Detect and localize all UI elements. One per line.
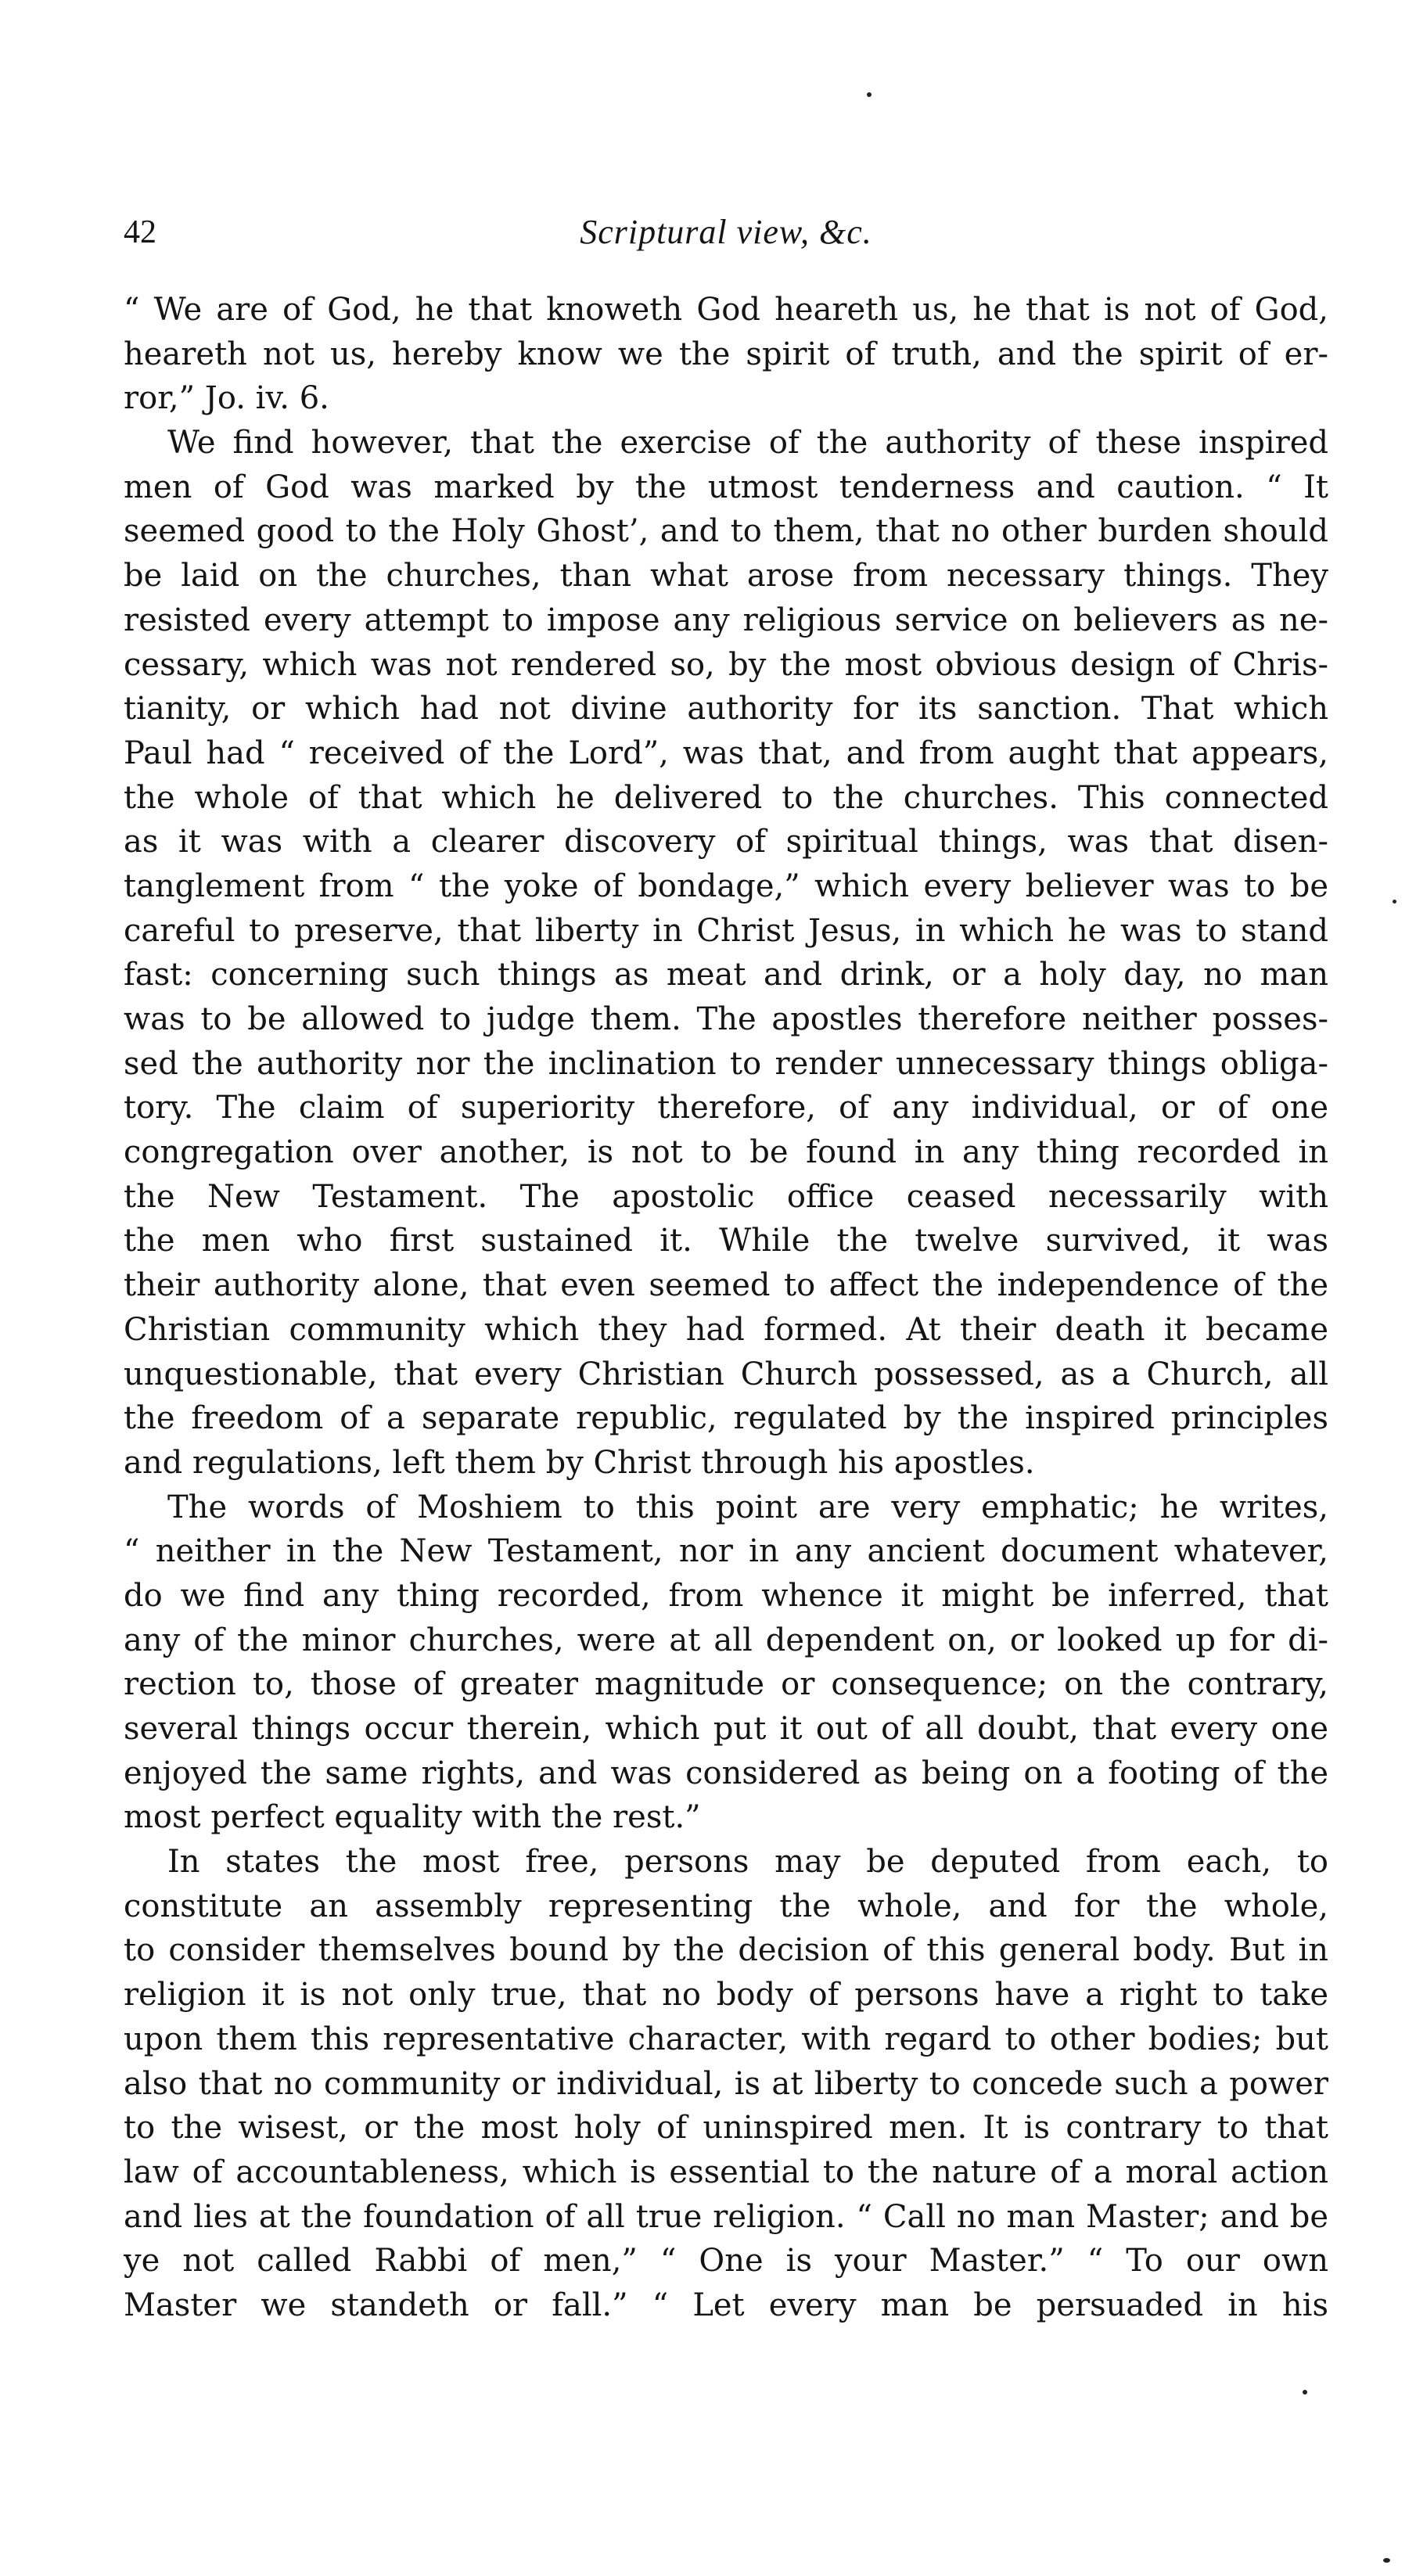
text-line: The words of Moshiem to this point are very emphatic; he writes,	[167, 1489, 1328, 1525]
body-text	[124, 288, 1328, 2328]
text-line: Christian community which they had formed. At their death it became	[124, 1311, 1328, 1348]
text-line: tory. The claim of superiority therefore, of any individual, or of one	[124, 1090, 1328, 1126]
text-line: unquestionable, that every Christian Church possessed, as a Church, all	[124, 1356, 1328, 1392]
text-line: any of the minor churches, were at all dependent on, or looked up for di-	[124, 1622, 1328, 1658]
text-line: constitute an assembly representing the whole, and for the whole,	[124, 1888, 1328, 1924]
text-line: cessary, which was not rendered so, by the most obvious design of Chris-	[124, 646, 1328, 683]
text-line: most perfect equality with the rest.”	[124, 1799, 701, 1836]
text-line: careful to preserve, that liberty in Christ Jesus, in which he was to stand	[124, 912, 1328, 949]
text-line: law of accountableness, which is essential to the nature of a moral action	[124, 2154, 1328, 2190]
text-line: In states the most free, persons may be deputed from each, to	[167, 1844, 1328, 1881]
text-line: “ We are of God, he that knoweth God heareth us, he that is not of God,	[124, 292, 1328, 328]
text-line: religion it is not only true, that no body of persons have a right to take	[124, 1977, 1328, 2014]
text-line: do we find any thing recorded, from whence it might be inferred, that	[124, 1577, 1328, 1614]
text-line: tanglement from “ the yoke of bondage,” which every believer was to be	[124, 868, 1328, 904]
page-header	[124, 205, 1328, 260]
text-line: to the wisest, or the most holy of uninspired men. It is contrary to that	[124, 2110, 1328, 2147]
text-line: congregation over another, is not to be found in any thing recorded in	[124, 1134, 1328, 1171]
text-line: the men who first sustained it. While the twelve survived, it was	[124, 1223, 1328, 1259]
text-line: the freedom of a separate republic, regulated by the inspired principles	[124, 1400, 1328, 1437]
text-line: sed the authority nor the inclination to render unnecessary things obliga-	[124, 1045, 1328, 1082]
text-line: resisted every attempt to impose any religious service on believers as ne-	[124, 602, 1328, 638]
ink-speck	[1383, 2558, 1390, 2563]
text-line: Paul had “ received of the Lord”, was that, and from aught that appears,	[124, 735, 1328, 771]
text-line: be laid on the churches, than what arose from necessary things. They	[124, 558, 1328, 595]
text-line: upon them this representative character, with regard to other bodies; but	[124, 2021, 1328, 2057]
text-line: to consider themselves bound by the decision of this general body. But in	[124, 1932, 1328, 1969]
text-line: as it was with a clearer discovery of spiritual things, was that disen-	[124, 824, 1328, 860]
text-line: enjoyed the same rights, and was considered as being on a footing of the	[124, 1755, 1328, 1791]
text-line: ye not called Rabbi of men,” “ One is your Master.” “ To our own	[124, 2243, 1328, 2280]
text-line: tianity, or which had not divine authority for its sanction. That which	[124, 691, 1328, 728]
text-line: their authority alone, that even seemed to affect the independence of the	[124, 1267, 1328, 1304]
ink-speck	[867, 92, 872, 97]
text-line: We find however, that the exercise of the authority of these inspired	[167, 425, 1328, 462]
text-line: the New Testament. The apostolic office ceased necessarily with	[124, 1178, 1328, 1215]
text-line: and lies at the foundation of all true religion. “ Call no man Master; and be	[124, 2198, 1328, 2235]
page-number: 42	[124, 214, 156, 250]
text-line: men of God was marked by the utmost tenderness and caution. “ It	[124, 469, 1328, 505]
text-line: was to be allowed to judge them. The apostles therefore neither posses-	[124, 1001, 1328, 1037]
text-line: rection to, those of greater magnitude or consequence; on the contrary,	[124, 1666, 1328, 1703]
ink-speck	[1303, 2390, 1307, 2395]
text-line: seemed good to the Holy Ghost’, and to them, that no other burden should	[124, 513, 1328, 550]
text-line: Master we standeth or fall.” “ Let every man be persuaded in his	[124, 2287, 1328, 2323]
text-line: several things occur therein, which put it out of all doubt, that every one	[124, 1711, 1328, 1747]
running-head: Scriptural view, &c.	[580, 213, 872, 251]
text-line: and regulations, left them by Christ through his apostles.	[124, 1444, 1035, 1481]
text-line: heareth not us, hereby know we the spirit of truth, and the spirit of er-	[124, 336, 1328, 372]
text-line: also that no community or individual, is at liberty to concede such a power	[124, 2065, 1328, 2102]
text-line: the whole of that which he delivered to the churches. This connected	[124, 779, 1328, 816]
text-line: ror,” Jo. iv. 6.	[124, 380, 329, 417]
text-line: “ neither in the New Testament, nor in any ancient document whatever,	[124, 1533, 1328, 1570]
ink-speck	[1393, 900, 1396, 904]
text-line: fast: concerning such things as meat and drink, or a holy day, no man	[124, 957, 1328, 993]
